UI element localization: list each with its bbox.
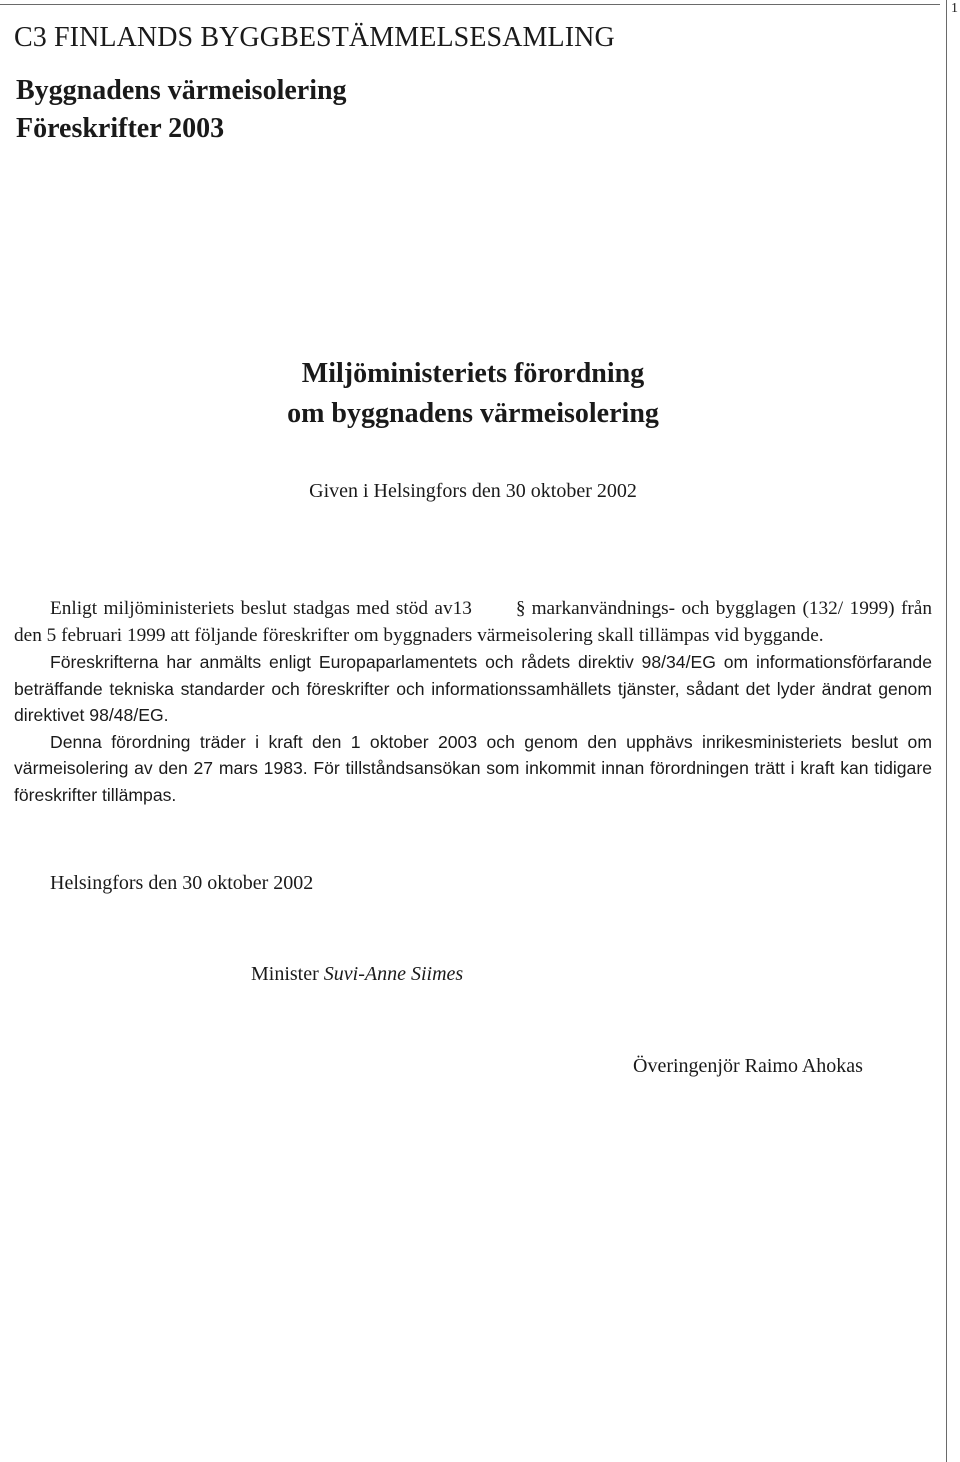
paragraph-entry-into-force: Denna förordning träder i kraft den 1 oktober 2003 och genom den upphävs inrikesministeriets beslut om värmeisolering av den 27 mars 1983. För tillståndsansökan som inkommit innan förordningen trätt i kraft kan tidigare föreskrifter tillämpas. [14,731,932,805]
paragraph-preamble [14,596,932,649]
regulation-title-line-1: Miljöministeriets förordning [301,358,645,389]
collection-header: C3 FINLANDS BYGGBESTÄMMELSESAMLING [14,22,615,53]
given-date: Given i Helsingfors den 30 oktober 2002 [309,480,637,502]
document-title [16,72,347,148]
preamble-text-end: markanvändnings- och bygglagen (132/ 1999) från den 5 februari 1999 att följande föreskrifter om byggnaders värmeisolering skall tillämpas vid byggande. [14,598,932,646]
regulation-title-line-2: om byggnadens värmeisolering [287,398,659,429]
signing-place-date: Helsingfors den 30 oktober 2002 [50,872,314,894]
minister-name: Suvi-Anne Siimes [323,963,464,985]
minister-title: Minister [251,963,319,985]
minister-signature [251,960,463,988]
engineer-signature: Överingenjör Raimo Ahokas [633,1055,863,1077]
right-margin-rule [946,0,947,1462]
section-sign: § [515,598,526,619]
regulation-body [14,596,932,808]
document-title-line-2: Föreskrifter 2003 [16,113,225,144]
page-number: 1 [951,1,958,16]
paragraph-notification: Föreskrifterna har anmälts enligt Europaparlamentets och rådets direktiv 98/34/EG om informationsförfarande beträffande tekniska standarder och föreskrifter och informationssamhällets tjänster, sådant det lyder ändrat genom direktivet 98/48/EG. [14,652,932,725]
top-rule [0,4,940,5]
regulation-title [0,354,946,434]
document-title-line-1: Byggnadens värmeisolering [16,75,347,106]
preamble-text-start: Enligt miljöministeriets beslut stadgas med stöd av13 [50,598,472,619]
